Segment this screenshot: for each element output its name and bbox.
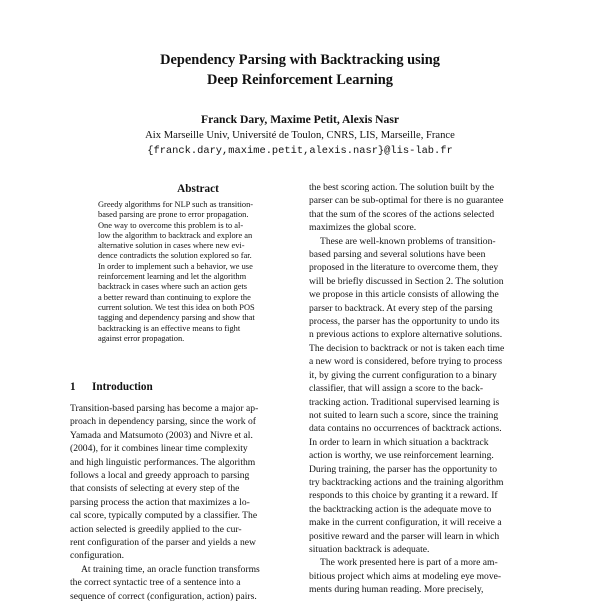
body-line: n previous actions to explore alternative solutions. xyxy=(309,329,503,341)
abstract-line: current solution. We test this idea on both POS xyxy=(98,302,255,312)
body-line: based parsing and several solutions have been xyxy=(309,249,486,261)
abstract-line: One way to overcome this problem is to al- xyxy=(98,220,244,230)
abstract-line: backtracking is an effective means to fight xyxy=(98,323,241,333)
body-line: parser to backtrack. At every step of the parsing xyxy=(309,302,493,314)
body-line: proach in dependency parsing, since the work of xyxy=(70,416,256,428)
introduction-body-right xyxy=(309,181,534,597)
abstract-body xyxy=(98,200,298,344)
body-line: responds to this choice by granting it a reward. If xyxy=(309,490,498,502)
body-line: sequence of correct (configuration, action) pairs. xyxy=(70,590,257,602)
body-line: Transition-based parsing has become a major ap- xyxy=(70,403,259,414)
body-line: During training, the parser has the opportunity to xyxy=(309,463,498,475)
section-number: 1 xyxy=(70,381,76,393)
abstract-line: dence contradicts the solution explored so far. xyxy=(98,251,252,261)
body-line: These are well-known problems of transition- xyxy=(320,235,496,247)
body-line: tracking action. Traditional supervised learning is xyxy=(309,396,500,408)
body-line: that the sum of the scores of the actions selected xyxy=(309,208,495,220)
section-heading-introduction xyxy=(70,380,330,394)
abstract-heading: Abstract xyxy=(177,183,219,195)
body-line: and high linguistic performances. The algorithm xyxy=(70,456,256,468)
body-line: In order to learn in which situation a backtrack xyxy=(309,436,489,448)
body-line: action is worthy, we use reinforcement learning. xyxy=(309,450,494,462)
body-line: it, by giving the current configuration to a binary xyxy=(309,369,497,381)
body-line: we propose in this article consists of allowing the xyxy=(309,289,499,301)
title-line: Deep Reinforcement Learning xyxy=(207,72,393,88)
body-line: situation backtrack is adequate. xyxy=(309,543,430,555)
body-line: a new word is considered, before trying to process xyxy=(309,356,503,368)
abstract-line: Greedy algorithms for NLP such as transition- xyxy=(98,200,254,209)
body-line: cal score, typically computed by a classifier. The xyxy=(70,510,258,522)
body-line: The decision to backtrack or not is taken each time xyxy=(309,342,505,354)
body-line: parser can be sub-optimal for there is no guarantee xyxy=(309,195,504,207)
body-line: maximizes the global score. xyxy=(309,222,417,234)
body-line: not suited to learn such a score, since the training xyxy=(309,409,499,421)
body-line: follows a local and greedy approach to parsing xyxy=(70,470,250,482)
body-line: process, the parser has the opportunity to undo its xyxy=(309,316,500,328)
title-line: Dependency Parsing with Backtracking using xyxy=(160,52,440,68)
abstract-line: backtrack in cases where such an action gets xyxy=(98,282,248,292)
abstract-line: low the algorithm to backtrack and explore an xyxy=(98,230,253,240)
body-line: try backtracking actions and the training algorithm xyxy=(309,476,504,488)
body-line: proposed in the literature to overcome them, they xyxy=(309,262,499,274)
section-title: Introduction xyxy=(92,381,153,393)
authors: Franck Dary, Maxime Petit, Alexis Nasr xyxy=(200,113,400,126)
body-line: At training time, an oracle function transforms xyxy=(81,563,260,575)
abstract-line: In order to implement such a behavior, we use xyxy=(98,261,253,271)
body-line: the best scoring action. The solution built by the xyxy=(309,182,495,193)
introduction-body-left xyxy=(70,402,327,603)
abstract-line: reinforcement learning and let the algorithm xyxy=(98,272,247,282)
body-line: parsing process the action that maximizes a lo- xyxy=(70,496,250,508)
author-emails: {franck.dary,maxime.petit,alexis.nasr}@lis-lab.fr xyxy=(147,145,453,157)
abstract-line: against error propagation. xyxy=(98,333,185,343)
body-line: rent configuration of the parser and yields a new xyxy=(70,537,256,549)
abstract-line: tagging and dependency parsing and show that xyxy=(98,313,255,323)
body-line: ments during human reading. More precisely, xyxy=(309,584,484,596)
body-line: action selected is greedily applied to the cur- xyxy=(70,523,242,535)
body-line: classifier, that will assign a score to the back- xyxy=(309,383,484,395)
body-line: positive reward and the parser will learn in which xyxy=(309,530,500,542)
body-line: will be briefly discussed in Section 2. The solution xyxy=(309,275,504,287)
body-line: the correct syntactic tree of a sentence into a xyxy=(70,577,241,589)
body-line: that consists of selecting at every step of the xyxy=(70,483,240,495)
body-line: data contains no occurrences of backtrack actions. xyxy=(309,423,502,435)
abstract-line: based parsing are prone to error propagation. xyxy=(98,210,249,220)
body-line: bitious project which aims at modeling eye move- xyxy=(309,570,502,582)
body-line: configuration. xyxy=(70,550,125,562)
affiliation: Aix Marseille Univ, Université de Toulon, CNRS, LIS, Marseille, France xyxy=(145,130,455,141)
paper-title xyxy=(0,50,600,90)
body-line: (2004), for it combines linear time complexity xyxy=(70,443,248,455)
body-line: the backtracking action is the adequate move to xyxy=(309,503,492,515)
abstract-line: a better reward than continuing to explore the xyxy=(98,292,251,302)
body-line: make in the current configuration, it will receive a xyxy=(309,517,502,529)
body-line: Yamada and Matsumoto (2003) and Nivre et al. xyxy=(70,429,253,441)
body-line: The work presented here is part of a more am- xyxy=(320,557,498,569)
abstract-line: alternative solution in cases where new evi- xyxy=(98,241,245,251)
